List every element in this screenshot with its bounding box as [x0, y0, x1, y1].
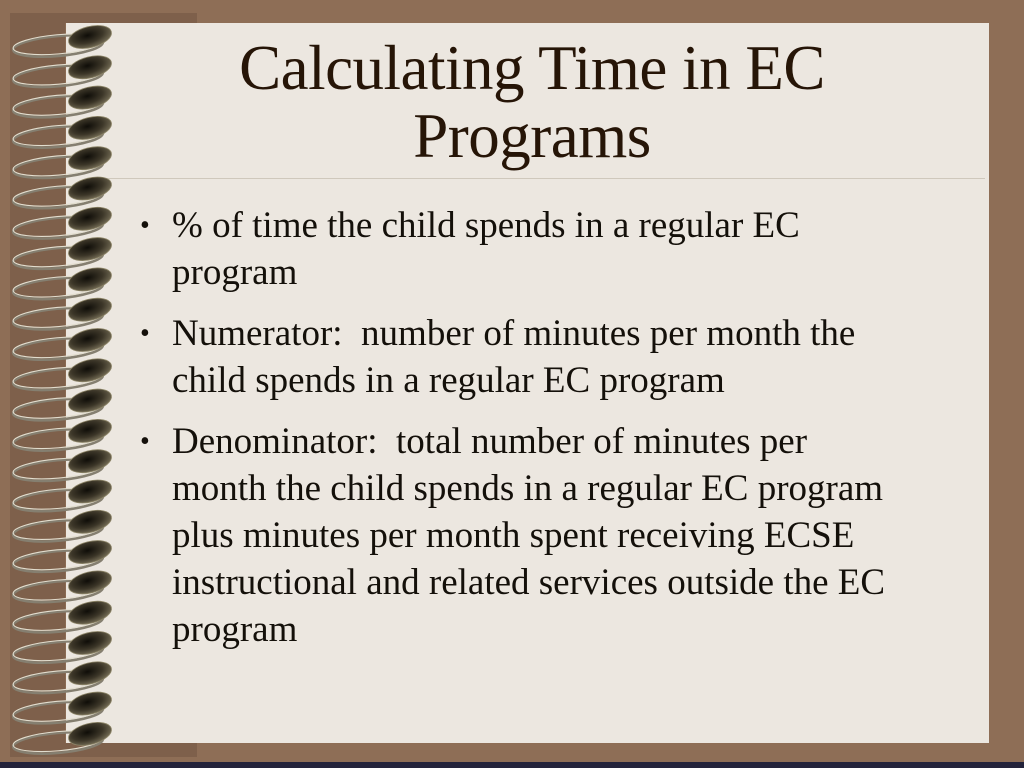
bullet-text: [172, 310, 955, 404]
bullet-dot-icon: •: [140, 318, 150, 349]
bullet-text-line: child spends in a regular EC program: [172, 360, 725, 401]
bullet-dot-icon: •: [140, 426, 150, 457]
spiral-binding-icon: [0, 0, 130, 768]
bullet-text-line: instructional and related services outside the EC: [172, 562, 886, 603]
bullet-text-line: Numerator: number of minutes per month the: [172, 313, 856, 354]
bullet-text: [172, 418, 955, 653]
title-divider: [105, 178, 985, 179]
bullet-text: [172, 202, 955, 296]
bullet-item: [140, 202, 955, 296]
slide-title: [85, 34, 979, 170]
bullet-item: [140, 418, 955, 653]
bullet-text-line: plus minutes per month spent receiving ECSE: [172, 515, 855, 556]
bullet-dot-icon: •: [140, 210, 150, 241]
bullet-text-line: month the child spends in a regular EC program: [172, 468, 884, 509]
bullet-list: [140, 202, 955, 667]
bullet-text-line: % of time the child spends in a regular EC: [172, 205, 800, 246]
bullet-item: [140, 310, 955, 404]
slide-title-line1: Calculating Time in EC: [239, 33, 825, 103]
bullet-text-line: program: [172, 252, 298, 293]
bullet-text-line: program: [172, 609, 298, 650]
bottom-edge-bar: [0, 762, 1024, 768]
bullet-text-line: Denominator: total number of minutes per: [172, 421, 808, 462]
slide-title-line2: Programs: [413, 101, 651, 171]
